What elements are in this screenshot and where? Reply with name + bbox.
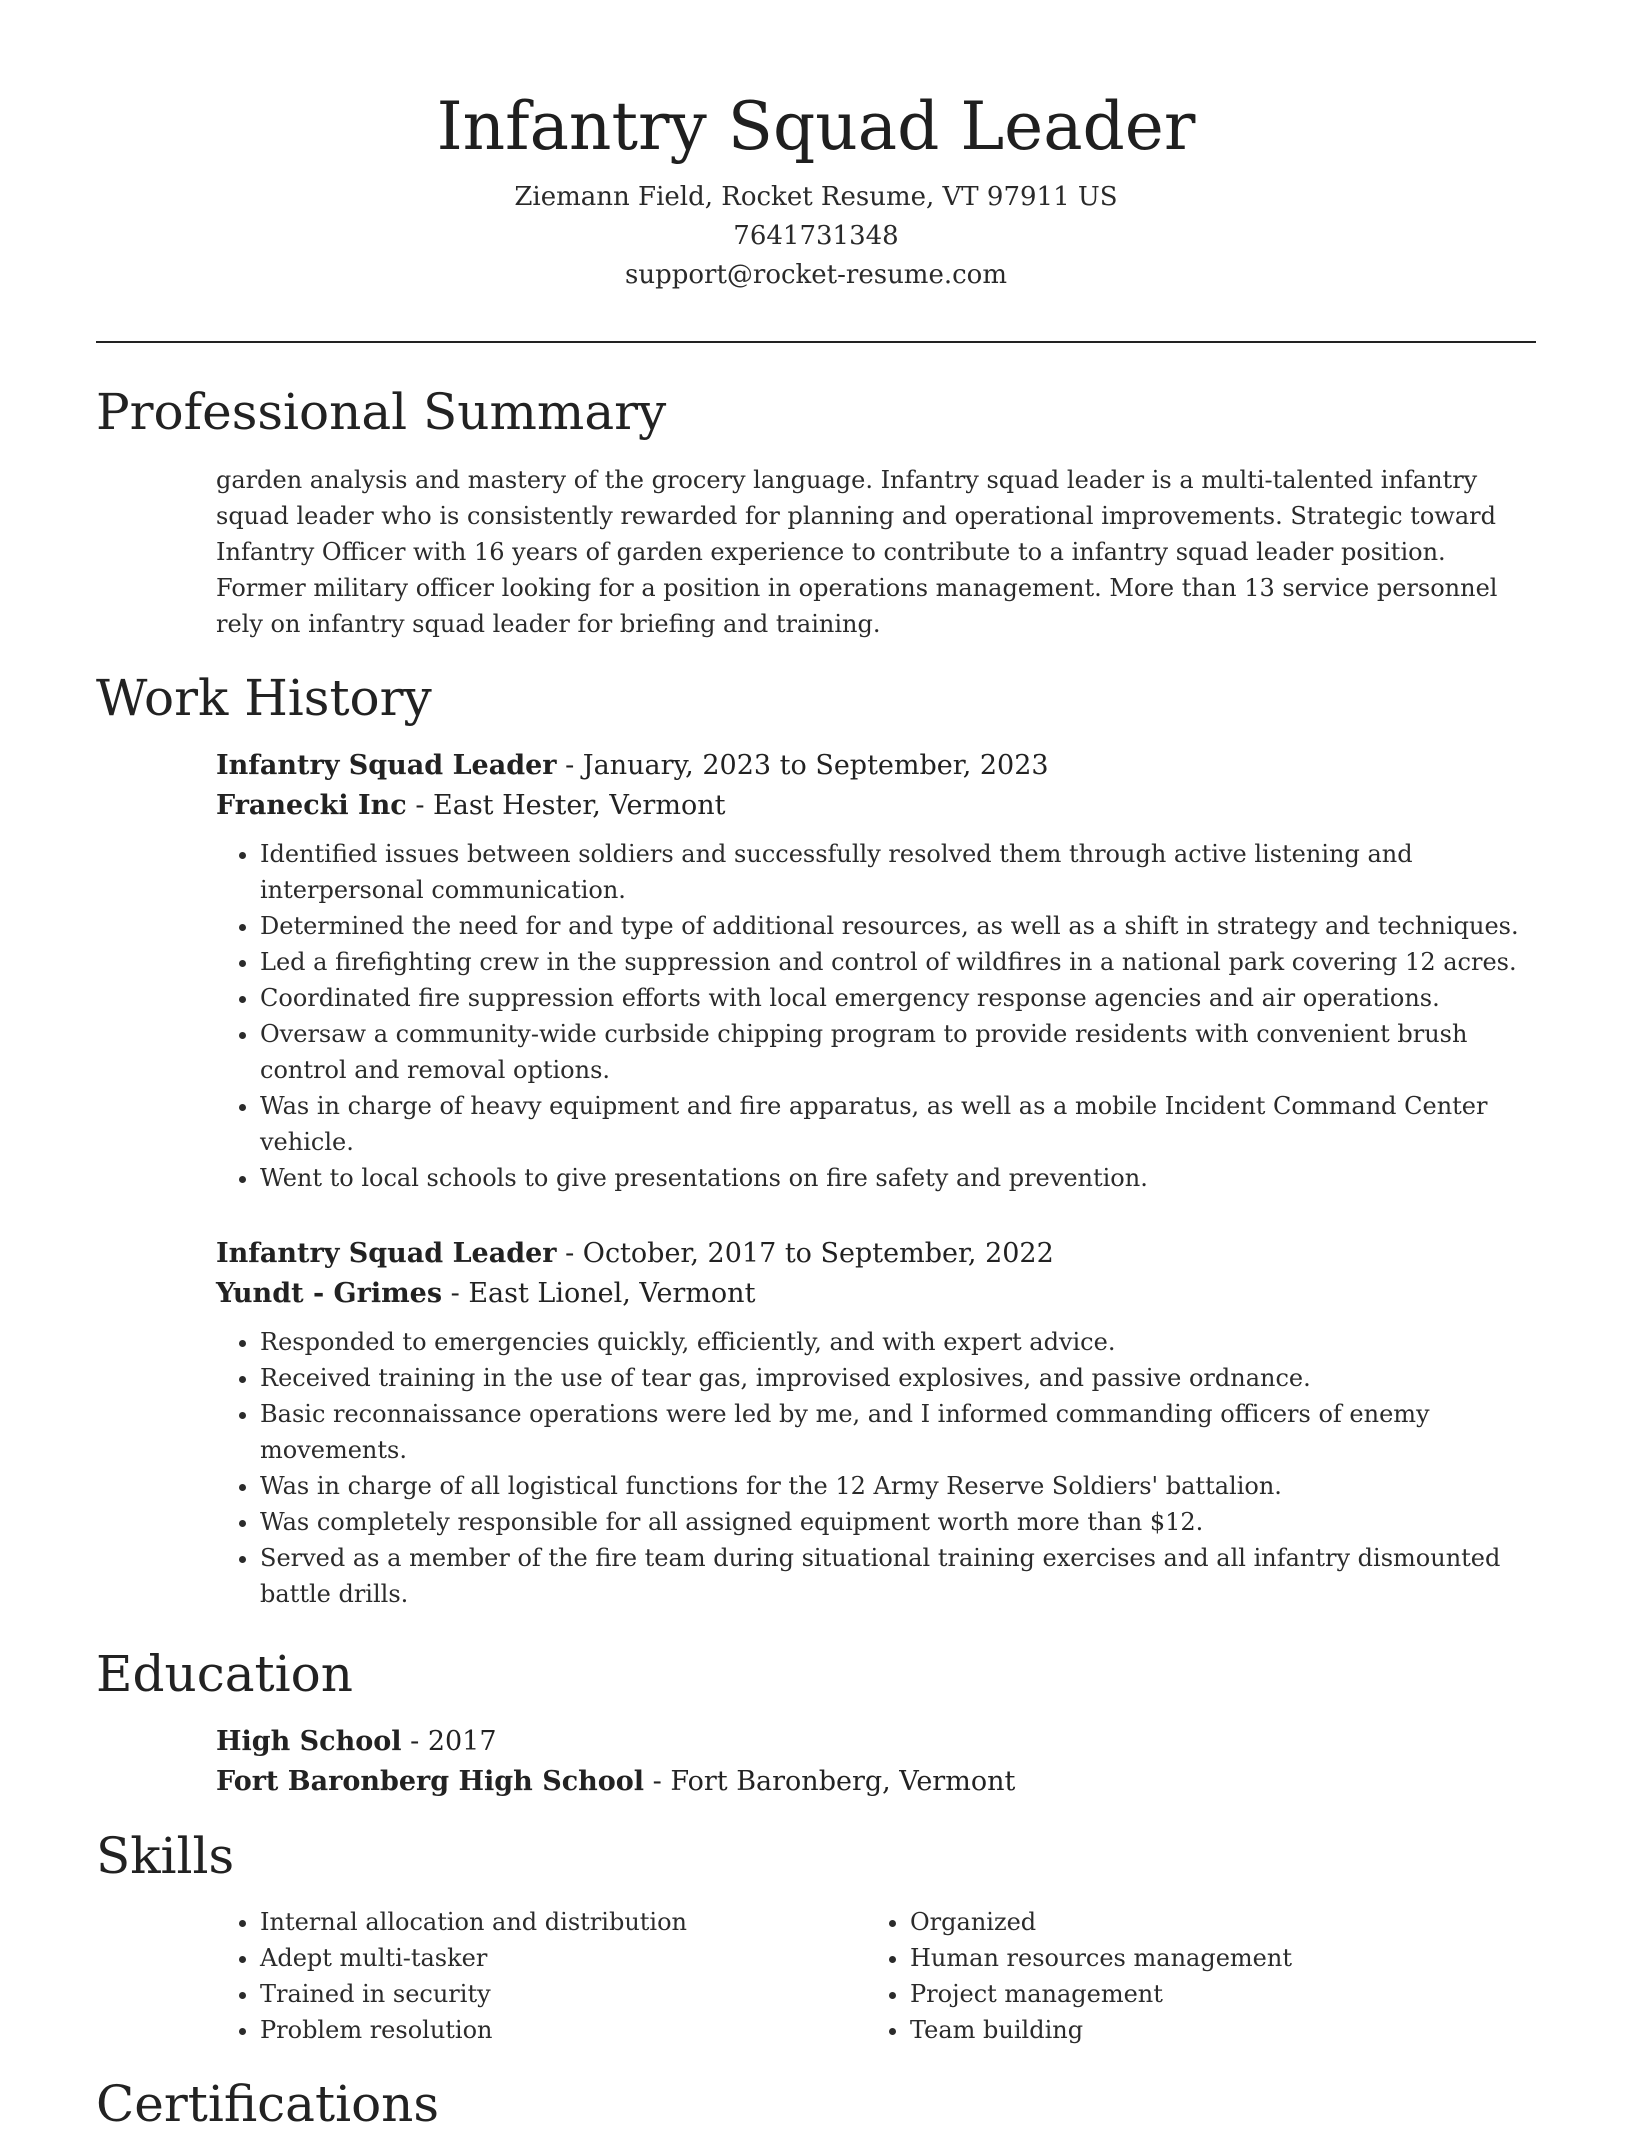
job-role: Infantry Squad Leader	[216, 1238, 557, 1269]
graduation-year: - 2017	[401, 1726, 497, 1757]
skill-item: • Team building	[910, 2012, 1516, 2048]
resume-header	[96, 84, 1536, 295]
job-bullet: • Was in charge of all logistical functions for the 12 Army Reserve Soldiers' battalion.	[260, 1468, 1536, 1504]
skill-item: • Organized	[910, 1904, 1516, 1940]
skill-item: • Project management	[910, 1976, 1516, 2012]
contact-info	[96, 178, 1536, 295]
job-bullet: • Basic reconnaissance operations were led by me, and I informed commanding officers of enemy movements.	[260, 1396, 1536, 1468]
job-bullet: • Was completely responsible for all assigned equipment worth more than $12.	[260, 1504, 1536, 1540]
school-location: - Fort Baronberg, Vermont	[644, 1766, 1016, 1797]
school-line	[216, 1762, 1536, 1802]
phone: 7641731348	[733, 221, 899, 251]
header-divider	[96, 341, 1536, 343]
skills-section	[216, 1904, 1536, 2048]
job-location: - East Hester, Vermont	[406, 790, 726, 821]
job-company-line	[216, 786, 1536, 826]
skills-list-left	[216, 1904, 866, 2048]
job-bullets	[216, 836, 1536, 1196]
address: Ziemann Field, Rocket Resume, VT 97911 US	[514, 182, 1118, 212]
email: support@rocket-resume.com	[624, 260, 1007, 290]
job-bullet: • Led a firefighting crew in the suppression and control of wildfires in a national park covering 12 acres.	[260, 944, 1536, 980]
job-bullet: • Responded to emergencies quickly, efficiently, and with expert advice.	[260, 1324, 1536, 1360]
skill-item: • Problem resolution	[260, 2012, 866, 2048]
work-history-heading: Work History	[96, 669, 432, 727]
job-title-line	[216, 1234, 1536, 1274]
school-name: Fort Baronberg High School	[216, 1766, 645, 1797]
job-bullet: • Served as a member of the fire team during situational training exercises and all infantry dismounted battle drills.	[260, 1540, 1536, 1612]
job-bullet: • Went to local schools to give presentations on fire safety and prevention.	[260, 1160, 1536, 1196]
job-bullet: • Determined the need for and type of additional resources, as well as a shift in strategy and techniques.	[260, 908, 1536, 944]
skills-heading: Skills	[96, 1827, 235, 1885]
degree: High School	[216, 1726, 402, 1757]
skills-columns	[216, 1904, 1536, 2048]
job-bullet: • Received training in the use of tear gas, improvised explosives, and passive ordnance.	[260, 1360, 1536, 1396]
job-title-line	[216, 746, 1536, 786]
job-location: - East Lionel, Vermont	[442, 1278, 756, 1309]
skill-item: • Human resources management	[910, 1940, 1516, 1976]
job-bullets	[216, 1324, 1536, 1612]
skill-item: • Adept multi-tasker	[260, 1940, 866, 1976]
skills-list-right	[866, 1904, 1516, 2048]
job-bullet: • Identified issues between soldiers and successfully resolved them through active listening and interpersonal communication.	[260, 836, 1536, 908]
summary-text: garden analysis and mastery of the grocery language. Infantry squad leader is a multi-talented infantry squad leader who is consistently rewarded for planning and operational improvements. Strategic toward Infantry Officer with 16 years of garden experience to contribute to a infantry squad leader position. Former military officer looking for a position in operations management. More than 13 service personnel rely on infantry squad leader for briefing and training.	[216, 466, 1498, 638]
job-company-line	[216, 1274, 1536, 1314]
certifications-heading: Certifications	[96, 2075, 440, 2133]
job-bullet: • Coordinated fire suppression efforts with local emergency response agencies and air operations.	[260, 980, 1536, 1016]
candidate-name: Infantry Squad Leader	[436, 88, 1196, 165]
job-role: Infantry Squad Leader	[216, 750, 557, 781]
job-bullet: • Oversaw a community-wide curbside chipping program to provide residents with convenient brush control and removal options.	[260, 1016, 1536, 1088]
degree-line	[216, 1722, 1536, 1762]
summary-heading: Professional Summary	[96, 383, 667, 441]
job-company: Yundt - Grimes	[216, 1278, 443, 1309]
job-dates: - October, 2017 to September, 2022	[556, 1238, 1054, 1269]
job-company: Franecki Inc	[216, 790, 407, 821]
summary-section	[216, 462, 1536, 642]
skill-item: • Internal allocation and distribution	[260, 1904, 866, 1940]
education-entry	[216, 1722, 1536, 1802]
job-dates: - January, 2023 to September, 2023	[556, 750, 1049, 781]
skill-item: • Trained in security	[260, 1976, 866, 2012]
job-entry	[216, 1234, 1536, 1612]
education-heading: Education	[96, 1645, 353, 1703]
job-entry	[216, 746, 1536, 1196]
job-bullet: • Was in charge of heavy equipment and fire apparatus, as well as a mobile Incident Command Center vehicle.	[260, 1088, 1536, 1160]
